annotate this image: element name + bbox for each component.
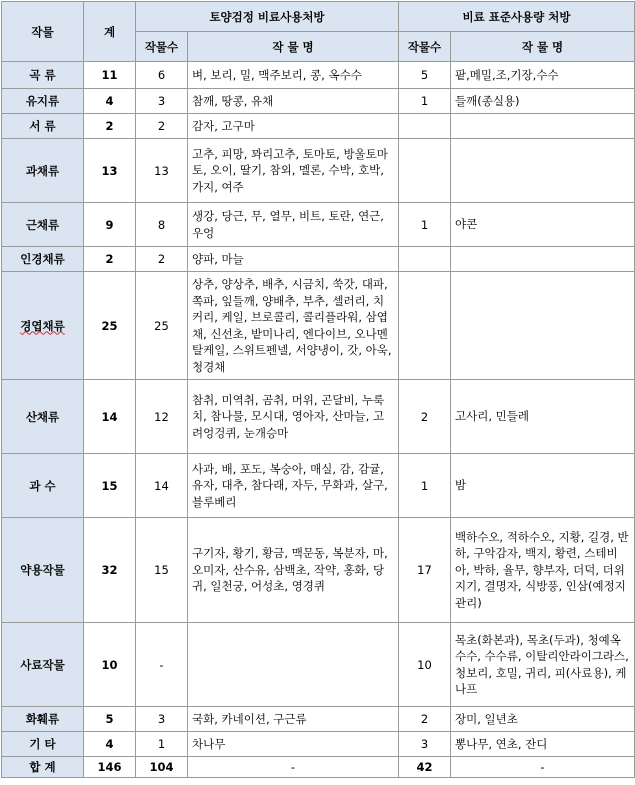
header-soil-count: 작물수 <box>136 32 188 62</box>
soil-count: 25 <box>136 272 188 380</box>
table-row <box>2 89 635 114</box>
crop-name: 화훼류 <box>2 707 84 732</box>
soil-names <box>188 623 399 707</box>
soil-names: 국화, 카네이션, 구근류 <box>188 707 399 732</box>
soil-count: 6 <box>136 62 188 89</box>
crop-name-text: 경엽채류 <box>20 318 65 333</box>
table-row <box>2 272 635 380</box>
table-row <box>2 139 635 203</box>
std-count <box>399 139 451 203</box>
header-soil-names: 작 물 명 <box>188 32 399 62</box>
std-count: 10 <box>399 623 451 707</box>
crop-total: 14 <box>84 380 136 454</box>
soil-count: 3 <box>136 89 188 114</box>
crop-total: 4 <box>84 732 136 757</box>
table-row <box>2 623 635 707</box>
soil-names: 차나무 <box>188 732 399 757</box>
std-count: 3 <box>399 732 451 757</box>
crop-total: 11 <box>84 62 136 89</box>
std-names <box>451 247 635 272</box>
soil-names: 벼, 보리, 밀, 맥주보리, 콩, 옥수수 <box>188 62 399 89</box>
table-row <box>2 62 635 89</box>
crop-total: 32 <box>84 518 136 623</box>
crop-total: 10 <box>84 623 136 707</box>
crop-total: 25 <box>84 272 136 380</box>
std-names <box>451 139 635 203</box>
std-names: 고사리, 민들레 <box>451 380 635 454</box>
table-row <box>2 203 635 247</box>
soil-names: 참깨, 땅콩, 유채 <box>188 89 399 114</box>
header-soil-test: 토양검정 비료사용처방 <box>136 2 399 32</box>
soil-names: 사과, 배, 포도, 복숭아, 매실, 감, 감귤, 유자, 대추, 참다래, 자두, 무화과, 살구, 블루베리 <box>188 454 399 518</box>
soil-names: 고추, 피망, 꽈리고추, 토마토, 방울토마토, 오이, 딸기, 참외, 멜론, 수박, 호박, 가지, 여주 <box>188 139 399 203</box>
table-row <box>2 732 635 757</box>
soil-count: 3 <box>136 707 188 732</box>
soil-count: 1 <box>136 732 188 757</box>
crop-name: 인경채류 <box>2 247 84 272</box>
crop-total: 2 <box>84 247 136 272</box>
crop-name: 곡 류 <box>2 62 84 89</box>
std-names: 야콘 <box>451 203 635 247</box>
soil-names: 참취, 미역취, 곰취, 머위, 곤달비, 누룩치, 참나물, 모시대, 영아자, 산마늘, 고려엉겅퀴, 눈개승마 <box>188 380 399 454</box>
std-count: 2 <box>399 707 451 732</box>
std-names: 백하수오, 적하수오, 지황, 길경, 반하, 구악감자, 백지, 황련, 스테비아, 박하, 율무, 향부자, 더덕, 더위지기, 결명자, 식방풍, 인삼(예정지관리) <box>451 518 635 623</box>
crop-name: 약용작물 <box>2 518 84 623</box>
std-names: 뽕나무, 연초, 잔디 <box>451 732 635 757</box>
crop-name: 과 수 <box>2 454 84 518</box>
soil-names: 생강, 당근, 무, 열무, 비트, 토란, 연근, 우엉 <box>188 203 399 247</box>
soil-names: 감자, 고구마 <box>188 114 399 139</box>
soil-count: 2 <box>136 114 188 139</box>
header-std-names: 작 물 명 <box>451 32 635 62</box>
std-count: 5 <box>399 62 451 89</box>
header-crop: 작물 <box>2 2 84 62</box>
soil-count: 14 <box>136 454 188 518</box>
table-row <box>2 114 635 139</box>
std-names: 장미, 일년초 <box>451 707 635 732</box>
crop-name: 유지류 <box>2 89 84 114</box>
crop-total: 4 <box>84 89 136 114</box>
crop-name: 과채류 <box>2 139 84 203</box>
soil-count-total: 104 <box>136 757 188 778</box>
crop-name: 사료작물 <box>2 623 84 707</box>
crop-name <box>2 272 84 380</box>
std-count <box>399 114 451 139</box>
table-footer-row <box>2 757 635 778</box>
std-count <box>399 272 451 380</box>
table-row <box>2 380 635 454</box>
crop-name: 서 류 <box>2 114 84 139</box>
soil-count: 15 <box>136 518 188 623</box>
crop-name: 근채류 <box>2 203 84 247</box>
std-count <box>399 247 451 272</box>
soil-names: 상추, 양상추, 배추, 시금치, 쑥갓, 대파, 쪽파, 잎들깨, 양배추, 부추, 셀러리, 치커리, 케일, 브로콜리, 콜리플라워, 삼엽채, 신선초, 밭미나리, 엔다이브, 오나멘탈케일, 스위트펜넬, 서양냉이, 갓, 아욱, 청경채 <box>188 272 399 380</box>
soil-count: 12 <box>136 380 188 454</box>
header-total: 계 <box>84 2 136 62</box>
table-row <box>2 454 635 518</box>
soil-count: 2 <box>136 247 188 272</box>
std-count-total: 42 <box>399 757 451 778</box>
std-names: 팥,메밀,조,기장,수수 <box>451 62 635 89</box>
crop-total: 13 <box>84 139 136 203</box>
total-label: 합 계 <box>2 757 84 778</box>
crop-total: 15 <box>84 454 136 518</box>
crop-fertilizer-table <box>1 1 635 778</box>
soil-count: - <box>136 623 188 707</box>
soil-names: 양파, 마늘 <box>188 247 399 272</box>
std-count: 2 <box>399 380 451 454</box>
std-names-total: - <box>451 757 635 778</box>
grand-total: 146 <box>84 757 136 778</box>
std-names: 밤 <box>451 454 635 518</box>
table-row <box>2 247 635 272</box>
crop-name: 산채류 <box>2 380 84 454</box>
soil-names: 구기자, 황기, 황금, 맥문동, 복분자, 마, 오미자, 산수유, 삼백초, 작약, 홍화, 당귀, 일천궁, 어성초, 영경퀴 <box>188 518 399 623</box>
std-names: 들깨(종실용) <box>451 89 635 114</box>
std-count: 1 <box>399 203 451 247</box>
soil-count: 8 <box>136 203 188 247</box>
std-count: 17 <box>399 518 451 623</box>
soil-names-total: - <box>188 757 399 778</box>
crop-total: 9 <box>84 203 136 247</box>
crop-total: 5 <box>84 707 136 732</box>
header-std-count: 작물수 <box>399 32 451 62</box>
std-count: 1 <box>399 454 451 518</box>
std-names <box>451 114 635 139</box>
std-names: 목초(화본과), 목초(두과), 청예옥수수, 수수류, 이탈리안라이그라스, 청보리, 호밀, 귀리, 피(사료용), 케나프 <box>451 623 635 707</box>
table-row <box>2 707 635 732</box>
std-names <box>451 272 635 380</box>
table-row <box>2 518 635 623</box>
soil-count: 13 <box>136 139 188 203</box>
header-standard: 비료 표준사용량 처방 <box>399 2 635 32</box>
crop-total: 2 <box>84 114 136 139</box>
std-count: 1 <box>399 89 451 114</box>
crop-name: 기 타 <box>2 732 84 757</box>
